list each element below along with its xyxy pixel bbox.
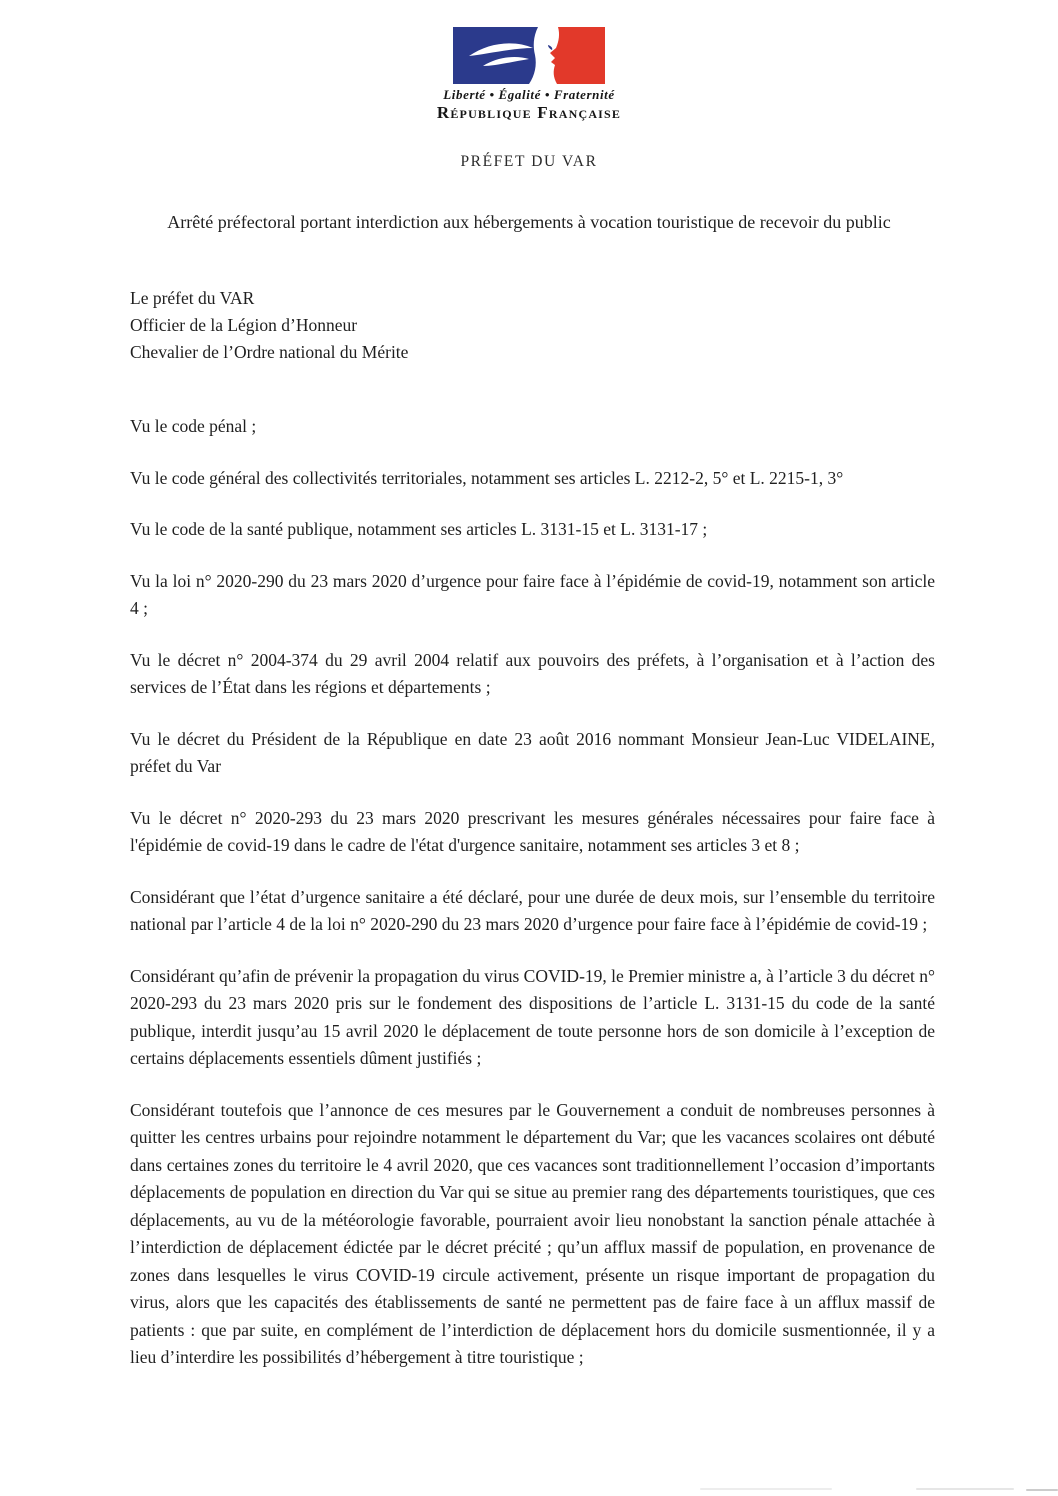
scan-artifact-line [700, 1488, 832, 1490]
paragraph-vu: Vu la loi n° 2020-290 du 23 mars 2020 d’urgence pour faire face à l’épidémie de covid-19, notamment son article 4 ; [130, 570, 935, 618]
republique-francaise-logo [437, 27, 621, 123]
paragraph-considerant: Considérant toutefois que l’annonce de ces mesures par le Gouvernement a conduit de nombreuses personnes à quitter les centres urbains pour rejoindre notamment le département du Var; que les vacances scolaires ont débuté dans certaines zones du territoire le 4 avril 2020, que ces vacances sont traditionnellement l’occasion d’importants déplacements de population en direction du Var qui se situe au premier rang des départements touristiques, que ces déplacements, au vu de la météorologie favorable, pourraient avoir lieu nonobstant la sanction pénale attachée à l’interdiction de déplacement édictée par le décret précité ; qu’un afflux massif de population, en provenance de zones dans lesquelles le virus COVID-19 circule activement, présente un risque important de propagation du virus, alors que les capacités des établissements de santé ne permettent pas de faire face à un afflux massif de patients : que par suite, en complément de l’interdiction de déplacement hors du domicile susmentionnée, il y a lieu d’interdire les possibilités d’hébergement à titre touristique ; [130, 1099, 935, 1367]
marianne-logo-icon [453, 27, 605, 84]
paragraph-vu: Vu le décret n° 2020-293 du 23 mars 2020 prescrivant les mesures générales nécessaires pour faire face à l'épidémie de covid-19 dans le cadre de l'état d'urgence sanitaire, notamment ses articles 3 et 8 ; [130, 807, 935, 855]
author-line: Le préfet du VAR [130, 288, 255, 308]
document-header [0, 0, 1058, 171]
paragraph-considerant: Considérant qu’afin de prévenir la propagation du virus COVID-19, le Premier ministre a, à l’article 3 du décret n° 2020-293 du 23 mars 2020 pris sur le fondement des dispositions de l’article L. 3131-15 du code de la santé publique, interdit jusqu’au 15 avril 2020 le déplacement de toute personne hors de son domicile à l’exception de certains déplacements essentiels dûment justifiés ; [130, 965, 935, 1068]
scan-artifact-line [916, 1488, 1014, 1490]
paragraph-vu: Vu le décret n° 2004-374 du 29 avril 2004 relatif aux pouvoirs des préfets, à l’organisation et à l’action des services de l’État dans les régions et départements ; [130, 649, 935, 697]
paragraph-vu: Vu le code de la santé publique, notamment ses articles L. 3131-15 et L. 3131-17 ; [130, 519, 708, 539]
author-block [130, 285, 935, 366]
prefecture-heading: PRÉFET DU VAR [460, 153, 598, 170]
document-title: Arrêté préfectoral portant interdiction aux hébergements à vocation touristique de recevoir du public [167, 212, 891, 232]
scan-artifact-line [1026, 1489, 1058, 1491]
paragraph-vu: Vu le décret du Président de la République en date 23 août 2016 nommant Monsieur Jean-Luc VIDELAINE, préfet du Var [130, 728, 935, 776]
paragraph-vu: Vu le code pénal ; [130, 416, 257, 436]
document-body [130, 413, 935, 1372]
author-line: Officier de la Légion d’Honneur [130, 315, 358, 335]
author-line: Chevalier de l’Ordre national du Mérite [130, 342, 409, 362]
paragraph-considerant: Considérant que l’état d’urgence sanitaire a été déclaré, pour une durée de deux mois, sur l’ensemble du territoire national par l’article 4 de la loi n° 2020-290 du 23 mars 2020 d’urgence pour faire face à l’épidémie de covid-19 ; [130, 886, 935, 934]
logo-motto: Liberté • Égalité • Fraternité [443, 87, 615, 102]
logo-republique-francaise: République Française [436, 103, 622, 122]
paragraph-vu: Vu le code général des collectivités territoriales, notamment ses articles L. 2212-2, 5° et L. 2215-1, 3° [130, 467, 844, 488]
